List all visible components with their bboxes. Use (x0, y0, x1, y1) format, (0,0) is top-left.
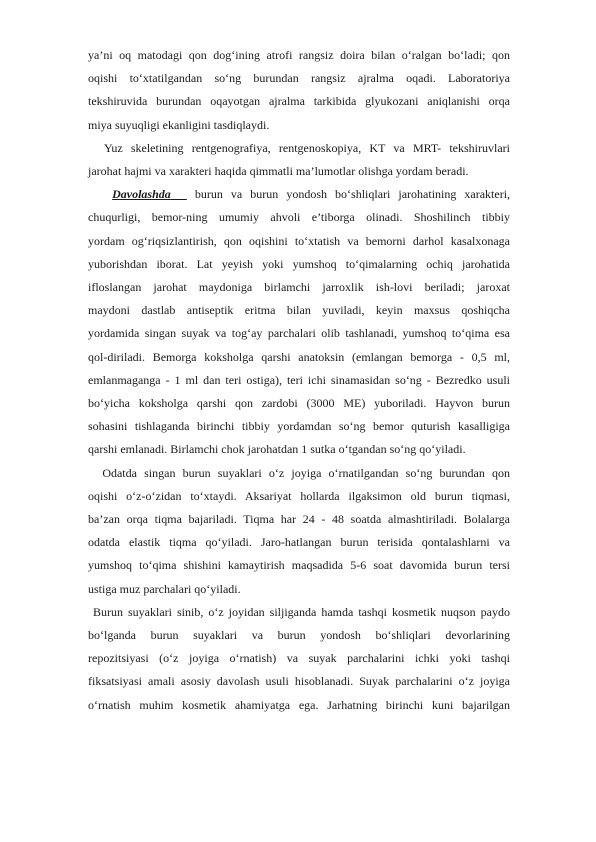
text-line: odatda elastik tiqma qo‘yiladi. Jaro-hatlangan burun terisida qontalashlarni va (88, 535, 510, 550)
document-page (88, 44, 510, 717)
text-line: Burun suyaklari sinib, o‘z joyidan siljiganda hamda tashqi kosmetik nuqson paydo (88, 604, 510, 619)
paragraph-reposition (88, 601, 510, 717)
section-heading: Davolashda (112, 187, 171, 202)
text-line: chuqurligi, bemor-ning umumiy ahvoli e’tiborga olinadi. Shoshilinch tibbiy (88, 210, 510, 225)
paragraph-imaging (88, 137, 510, 183)
text-line: ba’zan orqa tiqma bajariladi. Tiqma har 24 - 48 soatda almashtiriladi. Bolalarga (88, 512, 510, 527)
paragraph-csf-leak (88, 44, 510, 137)
text-line: jarohat hajmi va xarakteri haqida qimmatli ma’lumotlar olishga yordam beradi. (88, 164, 469, 179)
text-line-with-heading (88, 183, 510, 206)
text-line: o‘rnatish muhim kosmetik ahamiyatga ega. Jarhatning birinchi kuni bajarilgan (88, 697, 510, 712)
text-line: yuborishdan iborat. Lat yeyish yoki yumshoq to‘qimalarning ochiq jarohatida (88, 256, 510, 271)
text-line: yumshoq to‘qima shishini kamaytirish maqsadida 5-6 soat davomida burun tersi (88, 558, 510, 573)
text-line: yordamida singan suyak va tog‘ay parchalari olib tashlanadi, yumshoq to‘qima esa (88, 326, 510, 341)
heading-line-rest: burun va burun yondosh bo‘shliqlari jarohatining xarakteri, (194, 187, 511, 202)
text-line: qarshi emlanadi. Birlamchi chok jarohatdan 1 sutka o‘tgandan so‘ng qo‘yiladi. (88, 442, 466, 457)
text-line: maydoni dastlab antiseptik eritma bilan yuviladi, keyin maxsus qoshiqcha (88, 303, 510, 318)
text-line: bo‘lganda burun suyaklari va burun yondosh bo‘shliqlari devorlarining (88, 628, 510, 643)
text-line: ya’ni oq matodagi qon dog‘ining atrofi rangsiz doira bilan o‘ralgan bo‘ladi; qon (88, 48, 510, 62)
text-line: Odatda singan burun suyaklari o‘z joyiga o‘rnatilgandan so‘ng burundan qon (88, 465, 510, 480)
text-line: ustiga muz parchalari qo‘yiladi. (88, 581, 241, 596)
text-line: ifloslangan jarohat maydoniga birlamchi jarroxlik ish-lovi beriladi; jaroxat (88, 280, 510, 295)
paragraph-treatment (88, 183, 510, 461)
text-line: repozitsiyasi (o‘z joyiga o‘rnatish) va suyak parchalarini ichki yoki tashqi (88, 651, 510, 666)
text-line: Yuz skeletining rentgenografiya, rentgenoskopiya, KT va MRT- tekshiruvlari (88, 140, 510, 155)
text-line: oqishi o‘z-o‘zidan to‘xtaydi. Aksariyat hollarda ilgaksimon old burun tiqmasi, (88, 488, 510, 503)
text-line: sohasini tishlaganda birinchi tibbiy yordamdan so‘ng bemor quturish kasalligiga (88, 419, 510, 434)
text-line: qol-diriladi. Bemorga koksholga qarshi anatoksin (emlangan bemorga - 0,5 ml, (88, 349, 510, 364)
text-line: oqishi to‘xtatilgandan so‘ng burundan rangsiz ajralma oqadi. Laboratoriya (88, 71, 510, 86)
paragraph-fracture-care (88, 462, 510, 601)
text-line: emlanmaganga - 1 ml dan teri ostiga), teri ichi sinamasidan so‘ng - Bezredko usuli (88, 372, 510, 387)
text-line: yordam og‘riqsizlantirish, qon oqishini to‘xtatish va bemorni darhol kasalxonaga (88, 233, 510, 248)
text-line: fiksatsiyasi amali asosiy davolash usuli hisoblanadi. Suyak parchalarini o‘z joyiga (88, 674, 510, 689)
text-line: tekshiruvida burundan oqayotgan ajralma tarkibida glyukozani aniqlanishi orqa (88, 94, 510, 109)
text-line: miya suyuqligi ekanligini tasdiqlaydi. (88, 117, 270, 132)
text-line: bo‘yicha koksholga qarshi qon zardobi (3000 ME) yuboriladi. Hayvon burun (88, 396, 510, 411)
